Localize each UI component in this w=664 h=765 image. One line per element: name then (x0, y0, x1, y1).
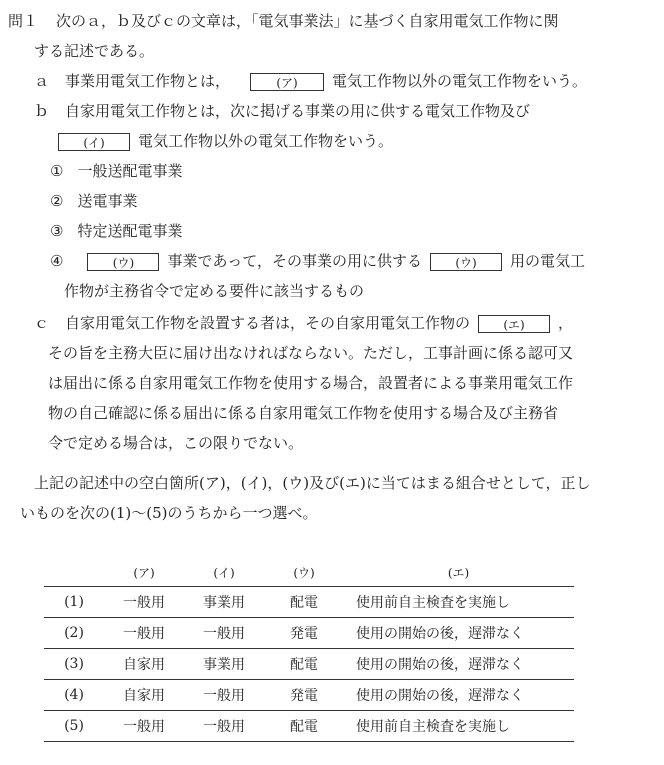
option-number: (4) (44, 680, 104, 711)
blank-c: (エ) (478, 315, 550, 333)
statement-a-before: 事業用電気工作物とは， (65, 72, 231, 90)
table-cell: 配電 (264, 711, 344, 742)
table-row[interactable] (44, 618, 574, 649)
table-cell: 自家用 (104, 649, 184, 680)
table-header-row (44, 558, 574, 587)
table-cell: 配電 (264, 587, 344, 618)
list-item-4-cont: 作物が主務省令で定める要件に該当するもの (64, 282, 365, 300)
statement-b-mark: ｂ (34, 102, 50, 120)
blank-b-item4-1: (ウ) (87, 253, 159, 271)
table-cell: 一般用 (104, 587, 184, 618)
table-row[interactable] (44, 649, 574, 680)
question-line-2 (34, 40, 154, 62)
statement-c-before: 自家用電気工作物を設置する者は，その自家用電気工作物の (65, 314, 471, 332)
question-intro-cont: する記述である。 (34, 42, 155, 60)
statement-c-mark: ｃ (34, 314, 50, 332)
table-cell: 自家用 (104, 680, 184, 711)
answer-table (44, 558, 574, 742)
table-cell: 事業用 (184, 587, 264, 618)
table-header: (イ) (184, 558, 264, 587)
list-item (50, 220, 182, 242)
list-item-4-after: 用の電気工 (510, 252, 586, 270)
table-cell: 配電 (264, 649, 344, 680)
option-number: (5) (44, 711, 104, 742)
table-row[interactable] (44, 680, 574, 711)
list-item-num: ② (50, 192, 64, 210)
statement-a (34, 70, 587, 92)
table-cell: 使用の開始の後，遅滞なく (344, 649, 574, 680)
table-cell: 一般用 (184, 711, 264, 742)
list-item-4-mid: 事業であって，その事業の用に供する (167, 252, 423, 270)
blank-b: (イ) (58, 133, 130, 151)
statement-c-line: 物の自己確認に係る届出に係る自家用電気工作物を使用する場合及び主務省 (48, 404, 559, 422)
table-cell: 使用の開始の後，遅滞なく (344, 618, 574, 649)
table-cell: 使用前自主検査を実施し (344, 711, 574, 742)
statement-c-line: は届出に係る自家用電気工作物を使用する場合，設置者による事業用電気工作 (48, 374, 574, 392)
statement-b-line-2 (58, 130, 393, 152)
statement-c-after: ， (558, 314, 574, 332)
table-cell: 発電 (264, 618, 344, 649)
table-cell: 一般用 (104, 711, 184, 742)
list-item-text: 一般送配電事業 (77, 162, 183, 180)
list-item-4 (50, 250, 585, 272)
option-number: (1) (44, 587, 104, 618)
table-header: (ウ) (264, 558, 344, 587)
table-cell: 使用の開始の後，遅滞なく (344, 680, 574, 711)
statement-b-text: 自家用電気工作物とは，次に掲げる事業の用に供する電気工作物及び (65, 102, 531, 120)
blank-b-item4-2: (ウ) (430, 253, 502, 271)
list-item-4-line-2 (64, 280, 364, 302)
table-row[interactable] (44, 711, 574, 742)
option-number: (2) (44, 618, 104, 649)
list-item (50, 190, 137, 212)
table-cell: 使用前自主検査を実施し (344, 587, 574, 618)
statement-a-mark: ａ (34, 72, 50, 90)
statement-b-line-1 (34, 100, 530, 122)
table-header: (ア) (104, 558, 184, 587)
table-row[interactable] (44, 587, 574, 618)
statement-c-line-1 (34, 312, 573, 334)
statement-c-line: その旨を主務大臣に届け出なければならない。ただし，工事計画に係る認可又 (48, 344, 574, 362)
list-item-num: ① (50, 162, 64, 180)
option-number: (3) (44, 649, 104, 680)
question-label: 問１ (8, 12, 39, 30)
list-item (50, 160, 182, 182)
table-cell: 発電 (264, 680, 344, 711)
table-cell: 一般用 (184, 680, 264, 711)
statement-b-after: 電気工作物以外の電気工作物をいう。 (138, 132, 394, 150)
table-cell: 一般用 (184, 618, 264, 649)
prompt-line-2: いものを次の(1)～(5)のうちから一つ選べ。 (20, 504, 318, 522)
blank-a: (ア) (250, 73, 324, 91)
list-item-num: ③ (50, 222, 64, 240)
statement-a-after: 電気工作物以外の電気工作物をいう。 (332, 72, 588, 90)
table-header (44, 558, 104, 587)
statement-c-line: 令で定める場合は，この限りでない。 (48, 434, 304, 452)
table-cell: 事業用 (184, 649, 264, 680)
list-item-text: 特定送配電事業 (77, 222, 183, 240)
table-cell: 一般用 (104, 618, 184, 649)
prompt-line-1: 上記の記述中の空白箇所(ア)，(イ)，(ウ)及び(エ)に当てはまる組合せとして，正し (34, 474, 591, 492)
question-intro: 次のａ，ｂ及びｃの文章は，「電気事業法」に基づく自家用電気工作物に関 (56, 12, 559, 30)
question-line-1 (8, 10, 559, 32)
table-header: (エ) (344, 558, 574, 587)
list-item-num: ④ (50, 252, 64, 270)
list-item-text: 送電事業 (77, 192, 138, 210)
